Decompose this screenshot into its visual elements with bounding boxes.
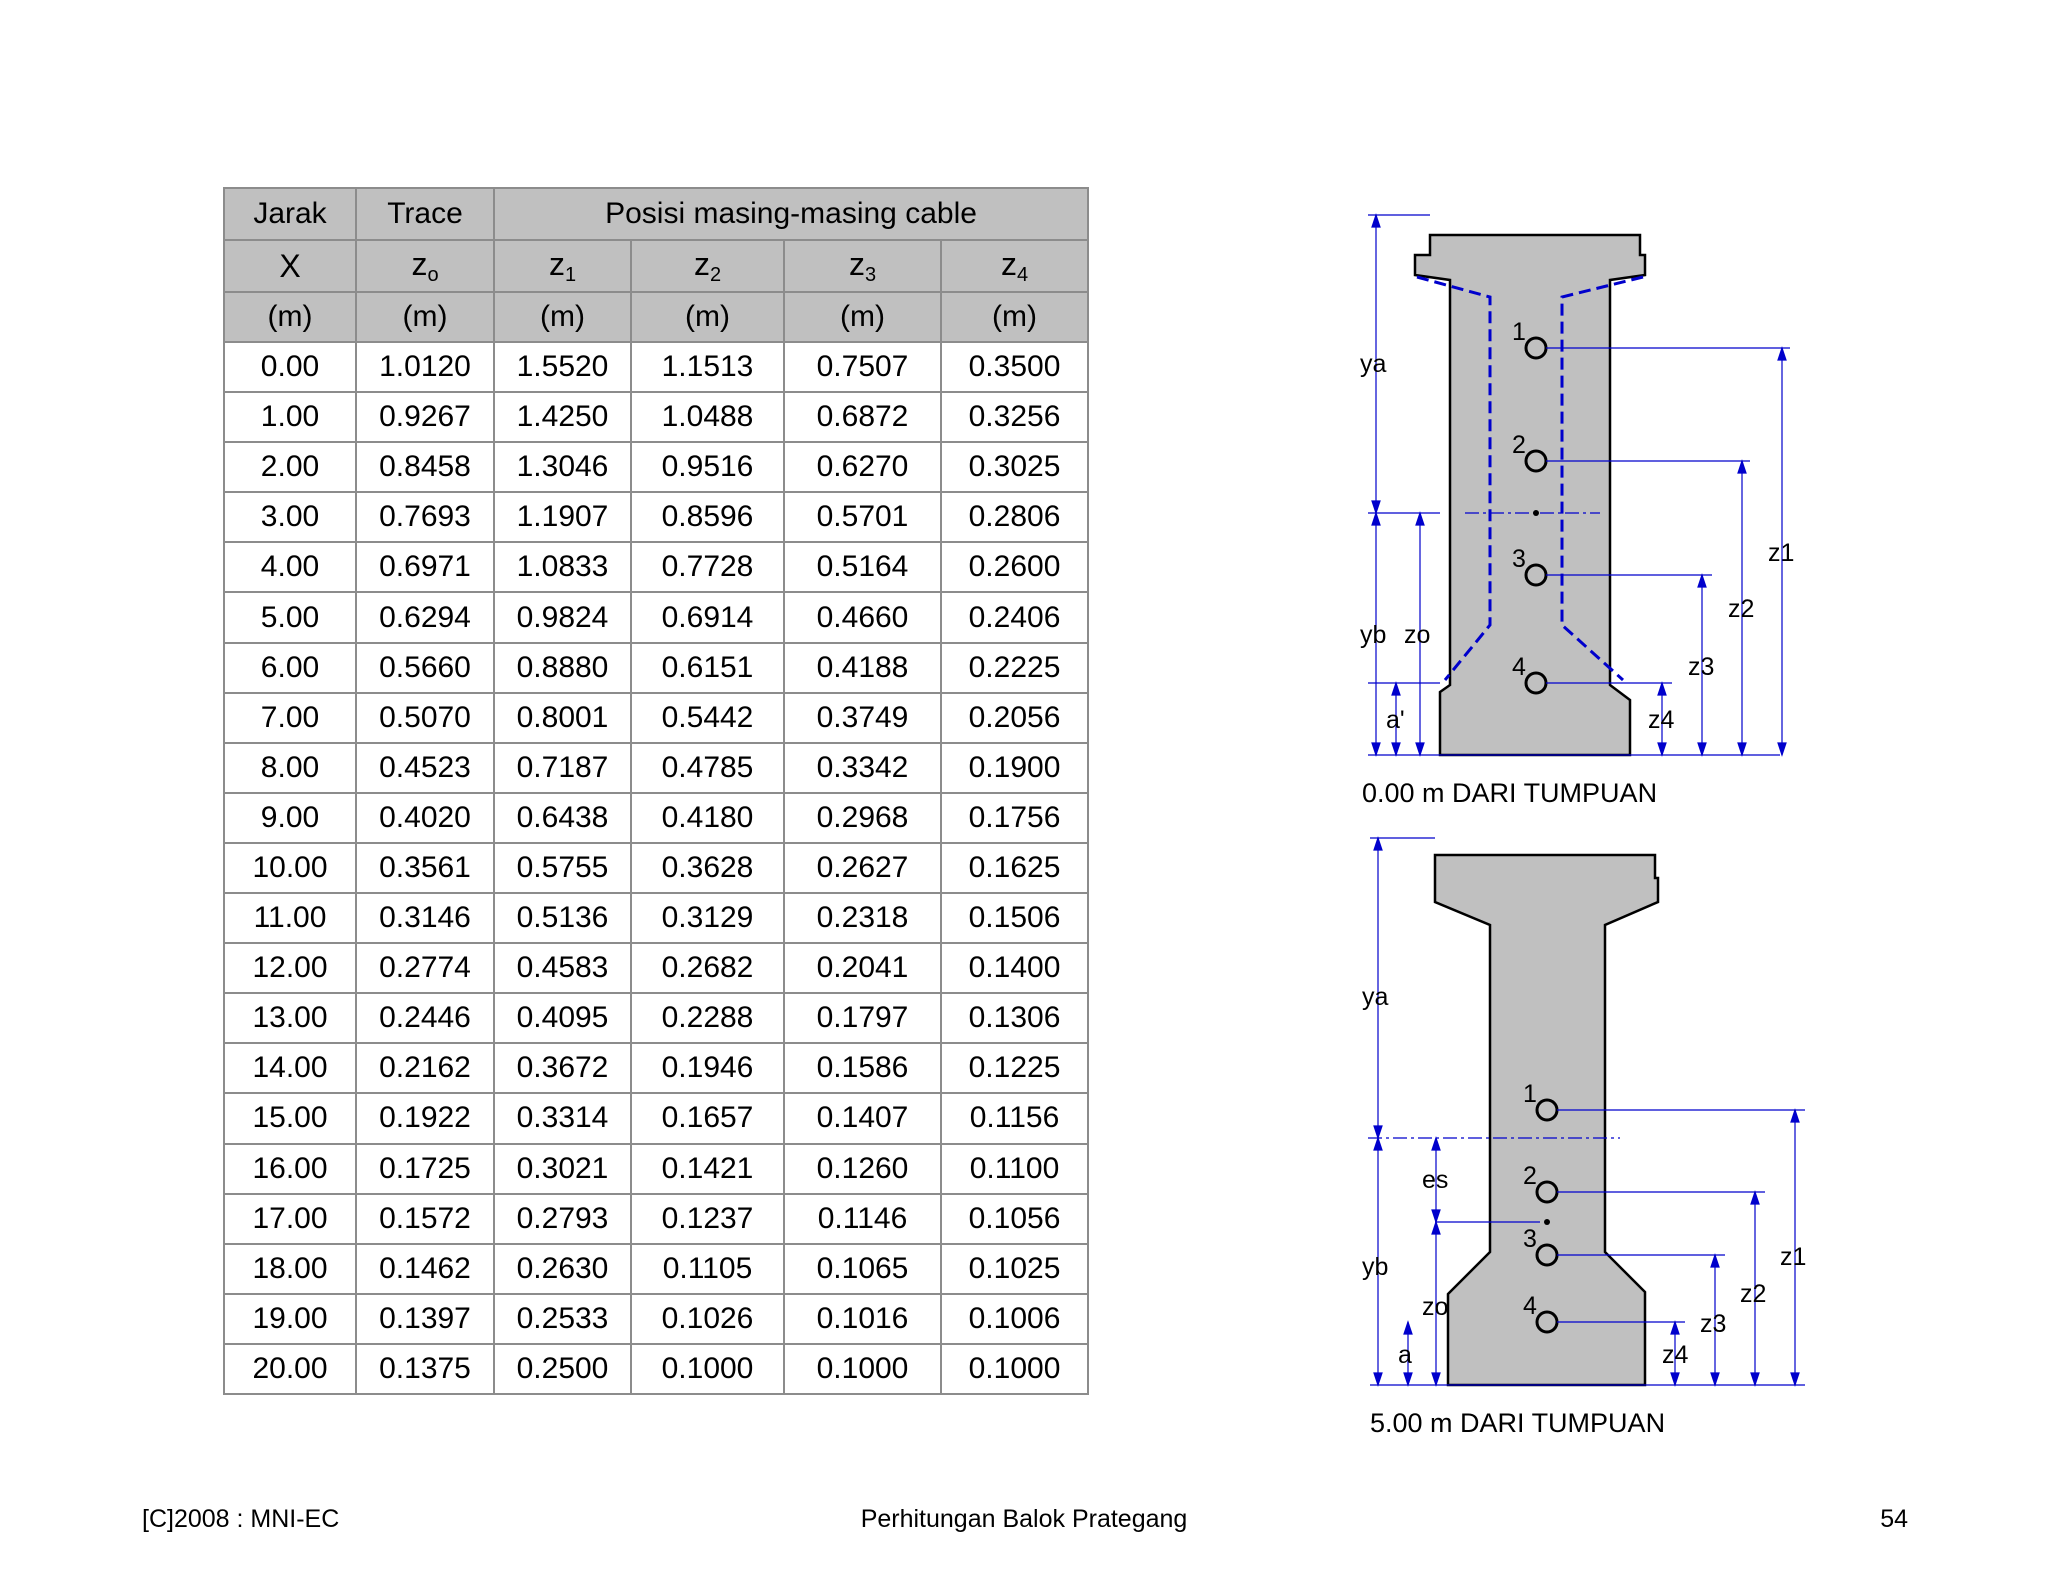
header-z4-symbol: $z_4$ [941, 240, 1088, 292]
table-cell: 0.7693 [356, 492, 494, 542]
header-z1-symbol: $z_1$ [494, 240, 631, 292]
table-cell: 10.00 [224, 843, 356, 893]
table-cell: 3.00 [224, 492, 356, 542]
table-cell: 0.3256 [941, 392, 1088, 442]
table-cell: 0.6294 [356, 592, 494, 642]
table-cell: 0.2500 [494, 1344, 631, 1394]
table-body [224, 342, 1088, 1394]
table-cell: 0.1006 [941, 1294, 1088, 1344]
table-cell: 1.00 [224, 392, 356, 442]
table-row [224, 743, 1088, 793]
header-unit: (m) [941, 292, 1088, 342]
cable-number-3: 3 [1523, 1225, 1537, 1253]
table-cell: 0.4180 [631, 793, 784, 843]
table-cell: 0.2533 [494, 1294, 631, 1344]
table-cell: 0.1237 [631, 1194, 784, 1244]
table-cell: 0.3021 [494, 1144, 631, 1194]
centroid-dot [1533, 510, 1539, 516]
table-cell: 0.1026 [631, 1294, 784, 1344]
table-cell: 13.00 [224, 993, 356, 1043]
table-cell: 0.6971 [356, 542, 494, 592]
table-row [224, 943, 1088, 993]
table-row [224, 1344, 1088, 1394]
table-cell: 0.2041 [784, 943, 941, 993]
table-cell: 0.1156 [941, 1093, 1088, 1143]
table-row [224, 1093, 1088, 1143]
table-cell: 17.00 [224, 1194, 356, 1244]
table-cell: 0.2968 [784, 793, 941, 843]
table-row [224, 542, 1088, 592]
cable-position-table [223, 187, 1089, 1395]
table-cell: 1.4250 [494, 392, 631, 442]
label-es: es [1422, 1166, 1449, 1194]
table-cell: 0.5755 [494, 843, 631, 893]
table-cell: 0.1506 [941, 893, 1088, 943]
table-cell: 0.6270 [784, 442, 941, 492]
table-cell: 11.00 [224, 893, 356, 943]
table-cell: 0.3314 [494, 1093, 631, 1143]
label-z1: z1 [1768, 539, 1795, 567]
table-cell: 0.8458 [356, 442, 494, 492]
table-cell: 0.6872 [784, 392, 941, 442]
header-cable-group: Posisi masing-masing cable [494, 188, 1088, 240]
table-cell: 0.6438 [494, 793, 631, 843]
cable-number-2: 2 [1523, 1162, 1537, 1190]
header-unit: (m) [356, 292, 494, 342]
table-cell: 0.5660 [356, 643, 494, 693]
cable-number-4: 4 [1523, 1292, 1537, 1320]
table-cell: 1.1513 [631, 342, 784, 392]
footer-page-number: 54 [1880, 1505, 1908, 1533]
centroid-dot [1544, 1219, 1550, 1225]
table-cell: 0.4188 [784, 643, 941, 693]
table-cell: 0.3749 [784, 693, 941, 743]
table-row [224, 342, 1088, 392]
table-cell: 0.1462 [356, 1244, 494, 1294]
table-cell: 0.8001 [494, 693, 631, 743]
label-a: a [1398, 1341, 1412, 1369]
table-cell: 0.1900 [941, 743, 1088, 793]
header-zo-symbol: $z_o$ [356, 240, 494, 292]
table-cell: 0.1000 [941, 1344, 1088, 1394]
table-cell: 0.2600 [941, 542, 1088, 592]
table-cell: 0.2056 [941, 693, 1088, 743]
table-row [224, 592, 1088, 642]
table-cell: 0.9516 [631, 442, 784, 492]
table-cell: 19.00 [224, 1294, 356, 1344]
table-cell: 0.8880 [494, 643, 631, 693]
table-row [224, 693, 1088, 743]
table-row [224, 392, 1088, 442]
table-cell: 0.2627 [784, 843, 941, 893]
table-cell: 0.3342 [784, 743, 941, 793]
table-row [224, 492, 1088, 542]
section-diagram-support [1340, 205, 1820, 825]
table-cell: 0.1400 [941, 943, 1088, 993]
table-cell: 0.1421 [631, 1144, 784, 1194]
table-cell: 0.2806 [941, 492, 1088, 542]
table-cell: 4.00 [224, 542, 356, 592]
table-cell: 0.2162 [356, 1043, 494, 1093]
header-z2-symbol: $z_2$ [631, 240, 784, 292]
table-cell: 0.1000 [784, 1344, 941, 1394]
table-cell: 7.00 [224, 693, 356, 743]
table-cell: 0.4583 [494, 943, 631, 993]
label-z1: z1 [1780, 1243, 1807, 1271]
table-row [224, 843, 1088, 893]
table-cell: 0.2793 [494, 1194, 631, 1244]
label-yb: yb [1360, 621, 1387, 649]
table-cell: 0.5442 [631, 693, 784, 743]
table-cell: 0.3025 [941, 442, 1088, 492]
label-z2: z2 [1740, 1280, 1767, 1308]
section-diagram-5m [1340, 820, 1820, 1460]
table-row [224, 1294, 1088, 1344]
label-ya: ya [1360, 350, 1387, 378]
table-cell: 0.4020 [356, 793, 494, 843]
table-cell: 0.2630 [494, 1244, 631, 1294]
label-yb: yb [1362, 1253, 1389, 1281]
table-cell: 0.1797 [784, 993, 941, 1043]
label-z3: z3 [1688, 653, 1715, 681]
table-cell: 0.1407 [784, 1093, 941, 1143]
table-cell: 0.5070 [356, 693, 494, 743]
table-cell: 0.1375 [356, 1344, 494, 1394]
table-cell: 0.2225 [941, 643, 1088, 693]
table-cell: 0.1065 [784, 1244, 941, 1294]
table-cell: 0.5701 [784, 492, 941, 542]
table-cell: 0.1756 [941, 793, 1088, 843]
header-unit: (m) [494, 292, 631, 342]
table-cell: 0.1016 [784, 1294, 941, 1344]
table-cell: 9.00 [224, 793, 356, 843]
label-ya: ya [1362, 983, 1389, 1011]
table-cell: 8.00 [224, 743, 356, 793]
table-cell: 0.9267 [356, 392, 494, 442]
table-cell: 1.0120 [356, 342, 494, 392]
table-row [224, 1043, 1088, 1093]
label-a-prime: a' [1386, 706, 1405, 734]
table-row [224, 442, 1088, 492]
header-x-symbol: X [224, 240, 356, 292]
table-cell: 0.1725 [356, 1144, 494, 1194]
label-z2: z2 [1728, 595, 1755, 623]
table-cell: 0.2406 [941, 592, 1088, 642]
table-cell: 0.3146 [356, 893, 494, 943]
table-cell: 0.3500 [941, 342, 1088, 392]
table-cell: 16.00 [224, 1144, 356, 1194]
table-cell: 0.5136 [494, 893, 631, 943]
table-cell: 0.6151 [631, 643, 784, 693]
table-row [224, 993, 1088, 1043]
label-z3: z3 [1700, 1310, 1727, 1338]
table-cell: 0.1657 [631, 1093, 784, 1143]
header-unit: (m) [631, 292, 784, 342]
table-row [224, 793, 1088, 843]
table-cell: 0.4785 [631, 743, 784, 793]
table-cell: 0.8596 [631, 492, 784, 542]
table-cell: 0.1306 [941, 993, 1088, 1043]
header-trace: Trace [356, 188, 494, 240]
table-cell: 0.2682 [631, 943, 784, 993]
table-cell: 14.00 [224, 1043, 356, 1093]
table-cell: 0.1922 [356, 1093, 494, 1143]
table-cell: 0.2288 [631, 993, 784, 1043]
caption-5m: 5.00 m DARI TUMPUAN [1370, 1408, 1666, 1438]
table-cell: 1.0488 [631, 392, 784, 442]
table-row [224, 643, 1088, 693]
table-cell: 0.1625 [941, 843, 1088, 893]
table-cell: 0.1025 [941, 1244, 1088, 1294]
table-cell: 0.1146 [784, 1194, 941, 1244]
table-cell: 0.1056 [941, 1194, 1088, 1244]
cable-number-2: 2 [1512, 431, 1526, 459]
table-cell: 0.3628 [631, 843, 784, 893]
table-cell: 0.1225 [941, 1043, 1088, 1093]
table-cell: 0.4660 [784, 592, 941, 642]
table-cell: 1.0833 [494, 542, 631, 592]
table-cell: 1.3046 [494, 442, 631, 492]
label-z4: z4 [1648, 706, 1675, 734]
label-zo: zo [1404, 621, 1431, 649]
table-cell: 0.2774 [356, 943, 494, 993]
label-z4: z4 [1662, 1341, 1689, 1369]
table-cell: 0.3561 [356, 843, 494, 893]
cable-number-1: 1 [1523, 1080, 1537, 1108]
table-cell: 0.1572 [356, 1194, 494, 1244]
table-row [224, 1244, 1088, 1294]
header-z3-symbol: $z_3$ [784, 240, 941, 292]
table-cell: 20.00 [224, 1344, 356, 1394]
footer-title: Perhitungan Balok Prategang [860, 1505, 1188, 1533]
footer-copyright: [C]2008 : MNI-EC [142, 1505, 340, 1533]
table-row [224, 1194, 1088, 1244]
table-cell: 0.00 [224, 342, 356, 392]
caption-support: 0.00 m DARI TUMPUAN [1362, 778, 1658, 808]
table-cell: 2.00 [224, 442, 356, 492]
header-jarak: Jarak [224, 188, 356, 240]
table-cell: 0.7728 [631, 542, 784, 592]
table-cell: 0.1000 [631, 1344, 784, 1394]
table-cell: 0.9824 [494, 592, 631, 642]
table-cell: 0.1397 [356, 1294, 494, 1344]
table-cell: 0.1260 [784, 1144, 941, 1194]
cable-number-4: 4 [1512, 653, 1526, 681]
table-cell: 0.1105 [631, 1244, 784, 1294]
table-cell: 0.2318 [784, 893, 941, 943]
table-cell: 0.1586 [784, 1043, 941, 1093]
table-cell: 0.7507 [784, 342, 941, 392]
table-row [224, 893, 1088, 943]
table-cell: 0.3672 [494, 1043, 631, 1093]
table-cell: 0.1100 [941, 1144, 1088, 1194]
table-cell: 1.1907 [494, 492, 631, 542]
table-cell: 0.4095 [494, 993, 631, 1043]
table-cell: 0.1946 [631, 1043, 784, 1093]
label-zo: zo [1422, 1293, 1449, 1321]
table-cell: 5.00 [224, 592, 356, 642]
table-cell: 0.5164 [784, 542, 941, 592]
table-cell: 15.00 [224, 1093, 356, 1143]
cable-number-3: 3 [1512, 545, 1526, 573]
table-cell: 0.7187 [494, 743, 631, 793]
table-cell: 0.4523 [356, 743, 494, 793]
table-cell: 6.00 [224, 643, 356, 693]
table-cell: 0.6914 [631, 592, 784, 642]
table-cell: 0.3129 [631, 893, 784, 943]
table-cell: 0.2446 [356, 993, 494, 1043]
table-cell: 12.00 [224, 943, 356, 993]
beam-section-shape [1415, 235, 1645, 755]
table-row [224, 1144, 1088, 1194]
table-cell: 1.5520 [494, 342, 631, 392]
cable-number-1: 1 [1512, 318, 1526, 346]
header-unit: (m) [784, 292, 941, 342]
table-cell: 18.00 [224, 1244, 356, 1294]
header-unit: (m) [224, 292, 356, 342]
